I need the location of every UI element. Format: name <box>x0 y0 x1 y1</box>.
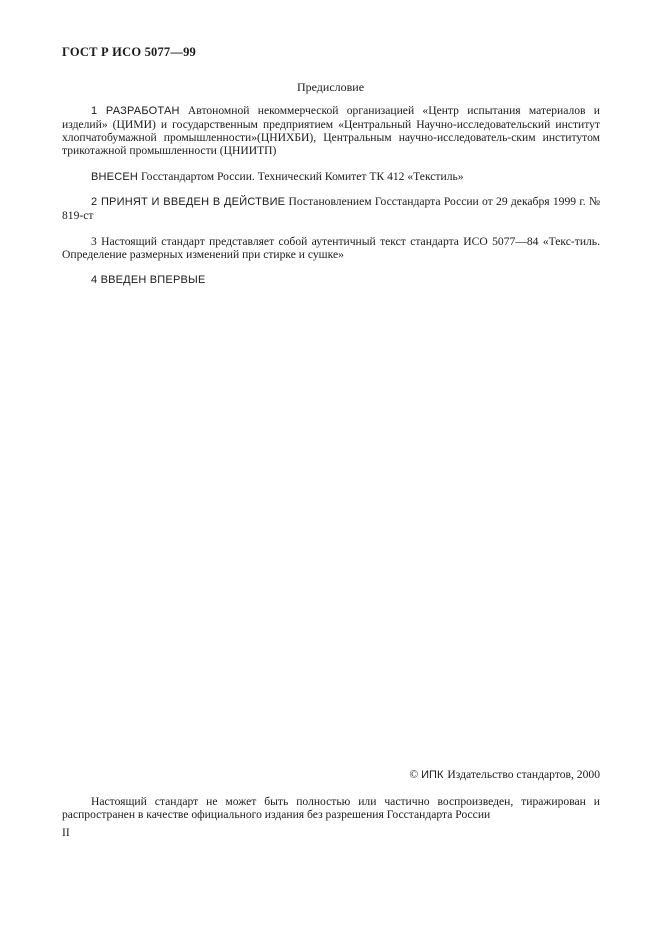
copyright-text: Издательство стандартов, 2000 <box>447 768 600 781</box>
item-4-introduced <box>62 273 600 287</box>
copyright-org: ИПК <box>421 769 444 781</box>
item-1-lead: 1 РАЗРАБОТАН <box>91 105 180 117</box>
item-4-lead: 4 ВВЕДЕН ВПЕРВЫЕ <box>91 274 206 286</box>
item-2-lead: 2 ПРИНЯТ И ВВЕДЕН В ДЕЙСТВИЕ <box>91 196 286 208</box>
copyright-line <box>409 768 600 781</box>
reproduction-notice: Настоящий стандарт не может быть полностью или частично воспроизведен, тиражирован и распространен в качестве официального издания без разрешения Госстандарта России <box>62 795 600 821</box>
page-number: II <box>62 826 70 839</box>
item-2-text: Постановлением Госстандарта России от 29 декабря 1999 г. № 819-ст <box>62 195 601 222</box>
document-header: ГОСТ Р ИСО 5077—99 <box>62 45 196 59</box>
item-submitted-text: Госстандартом России. Технический Комитет ТК 412 «Текстиль» <box>138 170 464 183</box>
item-submitted <box>62 170 600 184</box>
copyright-sign: © <box>409 768 419 781</box>
item-2-adopted <box>62 195 600 222</box>
item-1-text: Автономной некоммерческой организацией «Центр испытания материалов и изделий» (ЦИМИ) и государственным предприятием «Центральный Научно-исследовательский институт хлопчатобумажной промышленности»(ЦНИХБИ), Центральным научно-исследователь-ским институтом трикотажной промышленности (ЦНИИТП) <box>62 104 600 157</box>
item-submitted-lead: ВНЕСЕН <box>91 171 139 183</box>
item-1-developed <box>62 104 600 157</box>
section-title: Предисловие <box>296 80 365 94</box>
item-3-authentic: 3 Настоящий стандарт представляет собой аутентичный текст стандарта ИСО 5077—84 «Текс-тиль. Определение размерных изменений при стирке и сушке» <box>62 235 600 261</box>
